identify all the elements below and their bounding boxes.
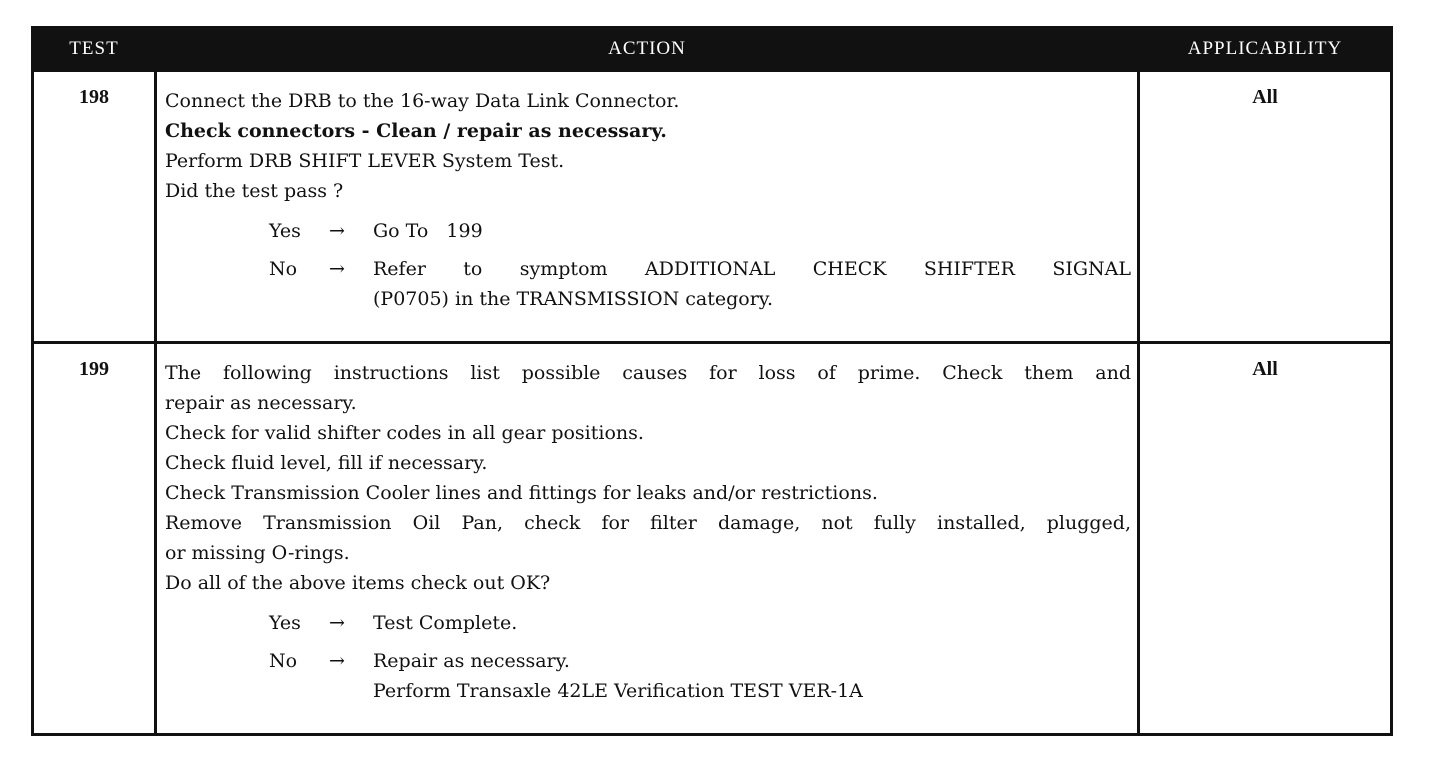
action-line: Check fluid level, fill if necessary.	[165, 452, 488, 474]
applicability-value: All	[1140, 341, 1390, 733]
yes-label: Yes	[269, 612, 301, 634]
action-line: Perform DRB SHIFT LEVER System Test.	[165, 150, 565, 172]
right-arrow-icon: →	[329, 258, 345, 280]
action-line: Check connectors - Clean / repair as necessary.	[165, 120, 667, 142]
test-number: 199	[34, 341, 154, 733]
branch-result	[373, 646, 1131, 706]
yes-branch	[269, 608, 1131, 638]
no-branch	[269, 254, 1131, 314]
action-cell	[154, 341, 1140, 733]
right-arrow-icon: →	[329, 220, 345, 242]
action-line: or missing O-rings.	[165, 542, 350, 564]
diagnostic-table	[31, 26, 1393, 736]
header-applicability: APPLICABILITY	[1140, 29, 1390, 69]
action-line: Check for valid shifter codes in all gear positions.	[165, 422, 644, 444]
header-action: ACTION	[154, 29, 1140, 69]
action-line: Did the test pass ?	[165, 180, 344, 202]
applicability-value: All	[1140, 69, 1390, 341]
result-line: Perform Transaxle 42LE Verification TEST VER-1A	[373, 680, 863, 702]
branch-result	[373, 216, 1131, 246]
right-arrow-icon: →	[329, 650, 345, 672]
branch-result	[373, 608, 1131, 638]
result-line: Refer to symptom ADDITIONAL CHECK SHIFTER SIGNAL	[373, 258, 1131, 280]
result-line: (P0705) in the TRANSMISSION category.	[373, 288, 774, 310]
header-test: TEST	[34, 29, 154, 69]
no-label: No	[269, 258, 298, 280]
action-line: Check Transmission Cooler lines and fittings for leaks and/or restrictions.	[165, 482, 878, 504]
action-line: Do all of the above items check out OK?	[165, 572, 551, 594]
result-line: Repair as necessary.	[373, 650, 570, 672]
branch-result	[373, 254, 1131, 314]
result-line: Test Complete.	[373, 612, 518, 634]
action-cell	[154, 69, 1140, 341]
no-label: No	[269, 650, 298, 672]
test-number: 198	[34, 69, 154, 341]
result-line: Go To 199	[373, 220, 483, 242]
action-line: Remove Transmission Oil Pan, check for filter damage, not fully installed, plugged,	[165, 512, 1131, 534]
right-arrow-icon: →	[329, 612, 345, 634]
action-line: repair as necessary.	[165, 392, 357, 414]
action-line: The following instructions list possible causes for loss of prime. Check them and	[165, 362, 1131, 384]
yes-label: Yes	[269, 220, 301, 242]
yes-branch	[269, 216, 1131, 246]
action-line: Connect the DRB to the 16-way Data Link Connector.	[165, 90, 680, 112]
no-branch	[269, 646, 1131, 706]
